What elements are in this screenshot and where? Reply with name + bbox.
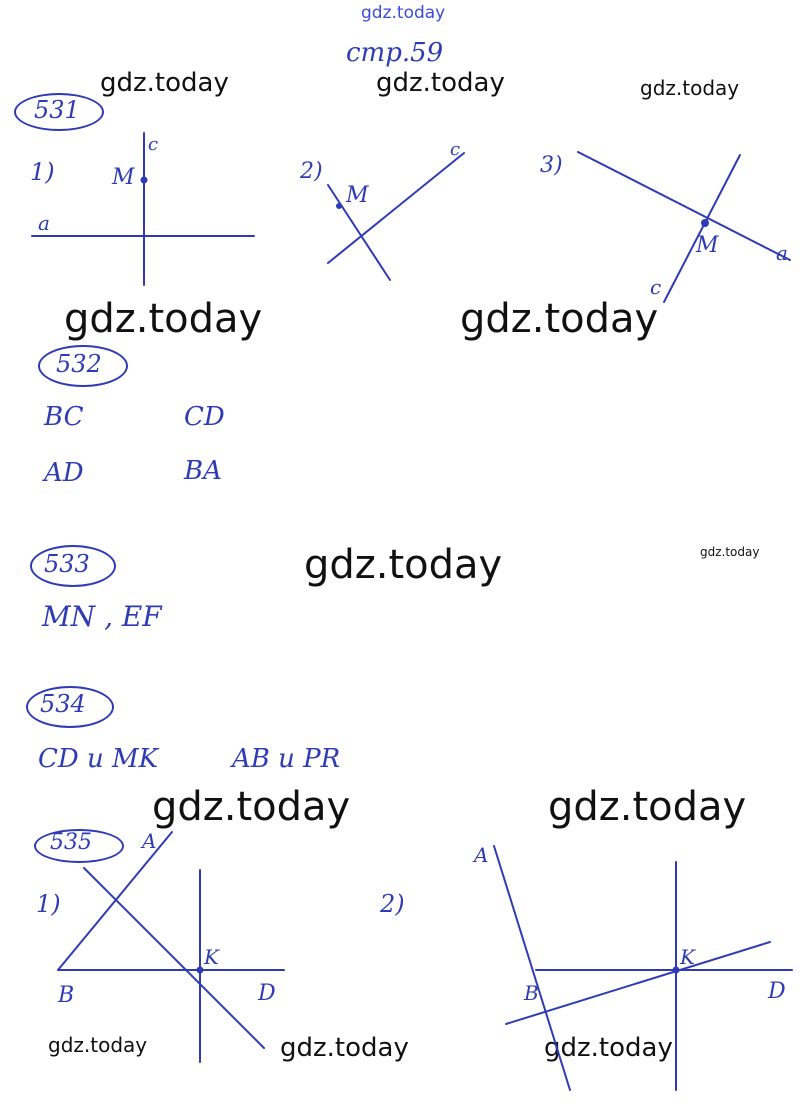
- problem-number: 533: [44, 550, 90, 578]
- watermark: gdz.today: [700, 545, 760, 559]
- bisector-line: [84, 868, 264, 1048]
- watermark: gdz.today: [640, 76, 740, 100]
- point-label: B: [524, 981, 539, 1005]
- problem-number: 532: [56, 350, 102, 378]
- part-label: 1): [30, 158, 55, 186]
- watermark: gdz.today: [100, 68, 229, 98]
- watermark: gdz.today: [280, 1033, 409, 1063]
- watermark: gdz.today: [376, 68, 505, 98]
- problem-number: 534: [40, 690, 86, 718]
- watermark: gdz.today: [64, 296, 263, 342]
- answer-text: AB и PR: [232, 744, 341, 774]
- point-label: A: [474, 843, 489, 867]
- point-label: A: [142, 829, 157, 853]
- line-label: c: [450, 139, 461, 160]
- point-k: [673, 967, 680, 974]
- page-reference: стр.59: [346, 38, 444, 68]
- point-label: K: [204, 945, 219, 969]
- watermark: gdz.today: [548, 784, 747, 830]
- answer-text: BA: [184, 456, 222, 486]
- answer-text: MN , EF: [42, 600, 162, 633]
- point-m: [701, 219, 709, 227]
- answer-text: BC: [44, 402, 84, 432]
- line-label: a: [776, 241, 788, 265]
- part-label: 2): [300, 159, 323, 184]
- watermark: gdz.today: [460, 296, 659, 342]
- point-k: [197, 967, 204, 974]
- line-c: [328, 153, 464, 263]
- watermark: gdz.today: [544, 1033, 673, 1063]
- watermark: gdz.today: [304, 542, 503, 588]
- ray-ba: [494, 846, 570, 1090]
- part-label: 2): [380, 890, 405, 918]
- point-label: D: [768, 979, 786, 1004]
- top-watermark: gdz.today: [361, 3, 446, 23]
- answer-text: CD и MK: [38, 744, 159, 774]
- point-label: B: [58, 983, 75, 1008]
- part-label: 3): [540, 153, 563, 178]
- line-a: [578, 152, 790, 260]
- point-label: M: [112, 165, 135, 190]
- answer-text: AD: [44, 458, 84, 488]
- part-label: 1): [36, 890, 61, 918]
- problem-number: 531: [34, 96, 80, 124]
- line-label: c: [148, 134, 159, 155]
- point-label: M: [696, 233, 719, 258]
- watermark: gdz.today: [152, 784, 351, 830]
- point-m: [336, 203, 342, 209]
- point-m: [141, 177, 148, 184]
- watermark: gdz.today: [48, 1033, 148, 1057]
- point-label: D: [258, 981, 276, 1006]
- slant-line: [506, 942, 770, 1024]
- answer-text: CD: [184, 402, 225, 432]
- point-label: K: [680, 945, 695, 969]
- point-label: M: [346, 183, 369, 208]
- problem-number: 535: [50, 830, 92, 855]
- line-label: c: [650, 275, 662, 299]
- line-label: a: [38, 211, 50, 235]
